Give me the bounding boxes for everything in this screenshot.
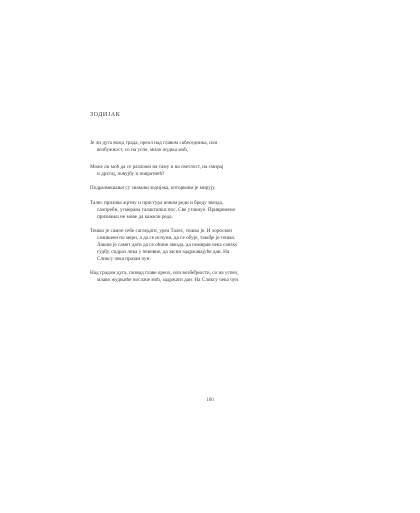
stanza-line: сачињеен по мери, а да се испуни, да се обује, такође је тешко. [97,235,236,241]
stanza-6 [90,270,320,284]
poem-title: ЗОДИЈАК [90,112,121,118]
stanza-line: признањи не мове да кажели реда. [97,214,173,220]
stanza-line: возбужност, со на успе, мило жудња моћ, [97,147,189,153]
stanza-line: Је ли дуга вожд градa, ореол над главом сабеседника, или [90,140,218,146]
stanza-line: Тешко је самое себе сагледати, уреа Талес, тешко је. И хороскоп [90,228,233,234]
stanza-line: судбу, сидраз лика у певовиe, да засни задржавајуће дан. На [97,249,230,255]
stanza-line: Може ли моћ да се разложи на таму и на светлост, на смирај [90,164,224,170]
stanza-3 [90,185,320,192]
stanza-line: Лакше је самет дати да се оћине звезда, да помирав чека санзку [97,242,238,248]
page-number: 180 [206,398,214,403]
stanza-line: млаво жудњиће послаче моћ, задржати дан. На Сликсу чека чун. [97,277,240,283]
stanza-line: Талес призивa жртну и пристура новом реди и бреду звезда, [90,200,224,206]
stanza-4 [90,200,320,221]
stanza-2 [90,164,320,178]
stanza-line: Сликсу чека празан чун. [97,256,151,262]
stanza-1 [90,140,320,154]
stanza-5 [90,228,320,263]
stanza-line: Подразмешањи су знакови зодијака, которкови је мирују. [90,185,216,191]
stanza-line: саопребн, усмерана галактички пос. Све утакнуо. Привремено [97,207,236,213]
stanza-line: Над градом дуга, позвад главе ореол, или возбеђности, со на успех, [90,270,239,276]
stanza-line: и дрхтај, повујбу и повратнећ? [97,171,165,177]
